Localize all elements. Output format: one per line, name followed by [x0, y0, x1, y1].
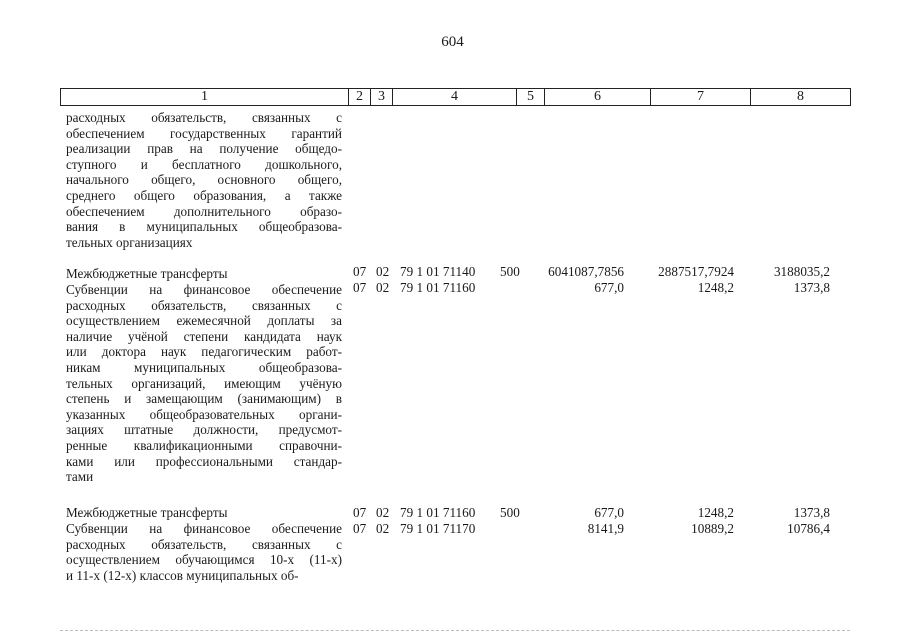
column-header-table	[60, 88, 851, 106]
column-header-row	[61, 89, 851, 106]
description-line: расходных обязательств, связанных с	[66, 297, 342, 313]
table-cell-c7: 2887517,7924	[658, 264, 734, 279]
description-line: степень и замещающим (занимающим) в	[66, 391, 342, 407]
table-cell-c6: 677,0	[594, 280, 624, 295]
description-line: зациях штатные должности, предусмот-	[66, 422, 342, 438]
table-cell-c5: 500	[500, 264, 520, 279]
description-line: расходных обязательств, связанных с	[66, 110, 342, 125]
description-line: ступного и бесплатного дошкольного,	[66, 156, 342, 172]
description-line: вания в муниципальных общеобразова-	[66, 219, 342, 235]
table-cell-c8: 10786,4	[787, 521, 830, 536]
description-line: Межбюджетные трансферты	[66, 505, 228, 520]
table-cell-c4: 79 1 01 71140	[400, 264, 476, 279]
description-line: среднего общего образования, а также	[66, 187, 342, 203]
table-cell-c7: 10889,2	[691, 521, 734, 536]
table-cell-c8: 1373,8	[793, 505, 830, 520]
table-cell-c2: 07	[353, 521, 367, 536]
description-line: тельных организаций, имеющим учёную	[66, 375, 342, 391]
description-line: или доктора наук педагогическим работ-	[66, 344, 342, 360]
description-line: обеспечением дополнительного образо-	[66, 203, 342, 219]
description-line: указанных общеобразовательных органи-	[66, 406, 342, 422]
column-header: 7	[651, 89, 751, 106]
table-cell-c4: 79 1 01 71160	[400, 280, 476, 295]
description-line: Межбюджетные трансферты	[66, 266, 228, 281]
table-cell-c4: 79 1 01 71170	[400, 521, 476, 536]
table-cell-c6: 677,0	[594, 505, 624, 520]
column-header: 1	[61, 89, 349, 106]
table-cell-c5: 500	[500, 505, 520, 520]
description-line: никам муниципальных общеобразова-	[66, 359, 342, 375]
description-line: тами	[66, 469, 94, 485]
column-header: 8	[751, 89, 851, 106]
row-description	[66, 505, 342, 521]
table-cell-c7: 1248,2	[697, 505, 734, 520]
column-header: 4	[393, 89, 517, 106]
column-header: 5	[517, 89, 545, 106]
description-line: наличие учёной степени кандидата наук	[66, 328, 342, 344]
table-cell-c3: 02	[376, 521, 390, 536]
description-line: начального общего, основного общего,	[66, 172, 342, 188]
description-line: обеспечением государственных гарантий	[66, 125, 342, 141]
description-line: Субвенции на финансовое обеспечение	[66, 282, 342, 297]
table-cell-c6: 8141,9	[587, 521, 624, 536]
row-description	[66, 110, 342, 250]
column-header: 3	[371, 89, 393, 106]
description-line: расходных обязательств, связанных с	[66, 536, 342, 552]
description-line: и 11-х (12-х) классов муниципальных об-	[66, 567, 299, 583]
row-description	[66, 266, 342, 282]
table-cell-c3: 02	[376, 280, 390, 295]
row-description	[66, 521, 342, 583]
table-cell-c8: 1373,8	[793, 280, 830, 295]
description-line: Субвенции на финансовое обеспечение	[66, 521, 342, 536]
row-description	[66, 282, 342, 485]
table-cell-c2: 07	[353, 505, 367, 520]
table-cell-c4: 79 1 01 71160	[400, 505, 476, 520]
column-header: 6	[545, 89, 651, 106]
description-line: ками или профессиональными стандар-	[66, 453, 342, 469]
table-cell-c3: 02	[376, 264, 390, 279]
table-cell-c7: 1248,2	[697, 280, 734, 295]
table-cell-c2: 07	[353, 264, 367, 279]
page-bottom-rule	[60, 630, 850, 631]
table-cell-c6: 6041087,7856	[548, 264, 624, 279]
table-cell-c2: 07	[353, 280, 367, 295]
description-line: осуществлением ежемесячной доплаты за	[66, 313, 342, 329]
description-line: ренные квалификационными справочни-	[66, 437, 342, 453]
description-line: осуществлением обучающимся 10-х (11-х)	[66, 552, 342, 568]
description-line: тельных организациях	[66, 234, 193, 250]
table-cell-c8: 3188035,2	[773, 264, 830, 279]
description-line: реализации прав на получение общедо-	[66, 141, 342, 157]
page-number: 604	[441, 34, 464, 50]
table-cell-c3: 02	[376, 505, 390, 520]
column-header: 2	[349, 89, 371, 106]
